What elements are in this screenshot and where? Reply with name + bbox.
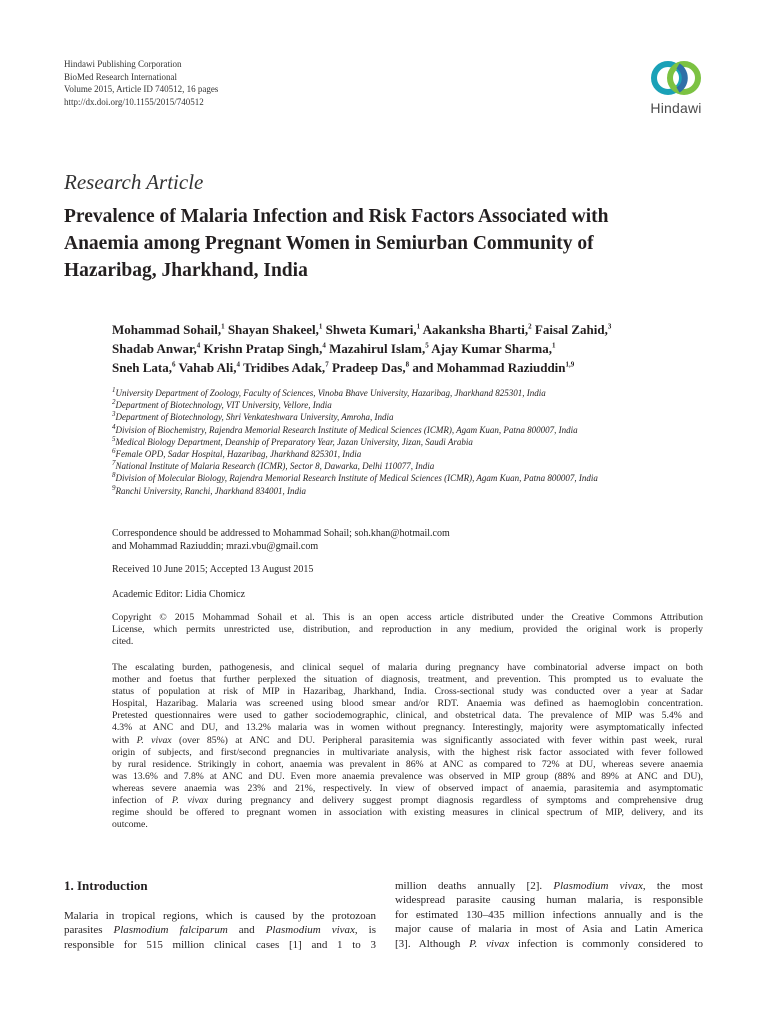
author-name: Pradeep Das, [331, 360, 406, 375]
affil-ref: 2 [528, 322, 532, 331]
abstract-line: regime should be offered to pregnant women in association with existing measures in clinical spectrum of MIP, delivery, and its [112, 807, 703, 819]
received-dates: Received 10 June 2015; Accepted 13 August 2015 [112, 564, 314, 575]
abstract-line: by rural residence. Strikingly in cohort, anaemia was prevalent in 86% at ANC as compared to 72% at DU, whereas severe anaemia [112, 758, 703, 770]
author-name: Vahab Ali, [178, 360, 237, 375]
author-name: Mohammad Sohail, [112, 322, 222, 337]
logo-wordmark: Hindawi [650, 100, 702, 116]
abstract-line: mother and foetus that further perplexed the situation of diagnosis, treatment, and prevention. This prompted us to evaluate the [112, 674, 703, 686]
title-line: Hazaribag, Jharkhand, India [64, 260, 308, 281]
affil-ref: 4 [322, 341, 326, 350]
affiliation-item: $^5$Medical Biology Department, Deanship of Preparatory Year, Jazan University, Jizan, Saudi Arabia [112, 434, 473, 447]
volume-info: Volume 2015, Article ID 740512, 16 pages [64, 84, 219, 94]
affiliation-item: $^9$Ranchi University, Ranchi, Jharkhand 834001, India [112, 483, 306, 496]
abstract-line: was 13.6% and 7.8% at ANC and DU. Even more anaemia prevalence was observed in MIP group (88% and 89% at ANC and DU), [112, 770, 703, 782]
hindawi-rings-logo-icon [648, 58, 704, 98]
academic-editor: Academic Editor: Lidia Chomicz [112, 589, 246, 600]
publisher-name: Hindawi Publishing Corporation [64, 59, 182, 69]
title-line: Anaemia among Pregnant Women in Semiurban Community of [64, 233, 594, 254]
affil-ref: 6 [171, 360, 176, 369]
publication-info [64, 58, 218, 108]
article-type: Research Article [64, 170, 204, 194]
hindawi-logo[interactable] [640, 58, 712, 128]
author-name: Ajay Kumar Sharma, [431, 341, 552, 356]
affiliation-item: $^1$University Department of Zoology, Faculty of Sciences, Vinoba Bhave University, Hazaribag, Jharkhand 825301, India [112, 386, 546, 398]
author-name: Aakanksha Bharti, [422, 322, 529, 337]
affil-ref: 4 [196, 341, 201, 350]
body-line: Malaria in tropical regions, which is caused by the protozoan [64, 910, 376, 922]
author-name: Shadab Anwar, [112, 341, 197, 356]
abstract-line: infection of P. vivax during pregnancy and delivery suggest prompt diagnosis regardless of symptoms and comprehensive drug [112, 795, 703, 807]
author-name: Mazahirul Islam, [329, 341, 426, 356]
affil-ref: 8 [405, 360, 410, 369]
author-name: Krishn Pratap Singh, [203, 341, 323, 356]
affiliation-item: $^4$Division of Biochemistry, Rajendra Memorial Research Institute of Medical Sciences (ICMR), Agam Kuan, Patna 800007, India [112, 422, 578, 435]
author-line [112, 358, 722, 377]
author-name: Shayan Shakeel, [227, 322, 319, 337]
affiliation-item: $^7$National Institute of Malaria Research (ICMR), Sector 8, Dawarka, Delhi 110077, India [112, 459, 435, 472]
affil-ref: 1,9 [565, 360, 575, 369]
body-line: widespread parasite causing human malaria, is responsible [395, 894, 703, 907]
body-line: for estimated 130–435 million infections annually and is the [395, 908, 703, 921]
abstract [112, 662, 703, 831]
body-line: [3]. Although P. vivax infection is commonly considered to [395, 937, 703, 950]
abstract-line: Pretested questionnaires were used to gather sociodemographic, clinical, and obstetrical data. The prevalence of MIP was 5.4% and [112, 710, 703, 722]
affiliation-item: $^2$Department of Biotechnology, VIT University, Vellore, India [112, 398, 332, 411]
author-name: Sneh Lata, [112, 360, 172, 375]
author-name: Tridibes Adak, [243, 360, 326, 375]
author-name: Faisal Zahid, [534, 322, 608, 337]
affiliation-item: $^6$Female OPD, Sadar Hospital, Hazaribag, Jharkhand 825301, India [112, 447, 362, 460]
abstract-line: status of population at risk of MIP in Hazaribag, Jharkhand, India. Cross-sectional study was conducted over a year at Sadar [112, 686, 703, 698]
author-name: Shweta Kumari, [325, 322, 417, 337]
body-column-left [64, 909, 376, 952]
abstract-line: 4.3% at ANC and DU, and 13.2% malaria was in women without pregnancy. Interestingly, majority were asymptomatically infected [112, 722, 703, 734]
correspondence-line: and Mohammad Raziuddin; mrazi.vbu@gmail.com [112, 541, 319, 552]
copyright-notice [112, 612, 703, 648]
section-heading-introduction: 1. Introduction [64, 878, 148, 893]
title-line: Prevalence of Malaria Infection and Risk Factors Associated with [64, 206, 609, 227]
affiliation-list [112, 387, 722, 497]
affil-ref: 4 [236, 360, 241, 369]
abstract-line: origin of subjects, and first/second pregnancies in multivariate analysis, with the highest risk factor associated with fever followed [112, 746, 703, 758]
journal-name: BioMed Research International [64, 71, 177, 82]
abstract-line: Hospital, Hazaribag. Malaria was screened using blood smear and/or RDT. Anaemia was defined as haemoglobin concentration. [112, 698, 703, 710]
affil-ref: 1 [551, 341, 556, 350]
body-line: responsible for 515 million clinical cases [1] and 1 to 3 [64, 938, 376, 951]
author-line [112, 339, 722, 358]
affil-ref: 1 [221, 322, 225, 331]
copyright-line: cited. [112, 636, 134, 648]
correspondence [112, 527, 450, 553]
abstract-line: The escalating burden, pathogenesis, and clinical sequel of malaria during pregnancy have combinatorial adverse impact on both [112, 662, 703, 673]
copyright-line: Copyright © 2015 Mohammad Sohail et al. This is an open access article distributed under the Creative Commons Attribution [112, 612, 703, 623]
abstract-line: outcome. [112, 819, 148, 831]
affiliation-item: $^8$Division of Molecular Biology, Rajendra Memorial Research Institute of Medical Sciences (ICMR), Agam Kuan, Patna 800007, India [112, 471, 598, 484]
affil-ref: 3 [607, 322, 612, 331]
affil-ref: 7 [325, 360, 329, 369]
body-line: parasites Plasmodium falciparum and Plasmodium vivax, is [64, 924, 377, 937]
copyright-line: License, which permits unrestricted use, distribution, and reproduction in any medium, provided the original work is properly [112, 624, 703, 636]
author-name: and Mohammad Raziuddin [412, 360, 566, 375]
article-title [64, 203, 714, 284]
author-line [112, 320, 722, 339]
body-line: million deaths annually [2]. Plasmodium vivax, the most [395, 880, 703, 892]
abstract-line: whereas severe anaemia was 23% and 21%, respectively. In view of observed impact of anaemia, parasitemia and asymptomatic [112, 782, 703, 794]
author-list [112, 320, 722, 377]
affil-ref: 1 [416, 322, 421, 331]
abstract-line: with P. vivax (over 85%) at ANC and DU. Peripheral parasitemia was significantly associated with fever within past week, rural [112, 734, 703, 746]
affiliation-item: $^3$Department of Biotechnology, Shri Venkateshwara University, Amroha, India [112, 410, 394, 423]
body-line: major cause of malaria in most of Asia and Latin America [395, 923, 703, 936]
correspondence-line: Correspondence should be addressed to Mohammad Sohail; soh.khan@hotmail.com [112, 528, 450, 539]
body-column-right [395, 879, 703, 951]
affil-ref: 1 [318, 322, 323, 331]
doi-link[interactable]: http://dx.doi.org/10.1155/2015/740512 [64, 96, 204, 107]
affil-ref: 5 [425, 341, 429, 350]
